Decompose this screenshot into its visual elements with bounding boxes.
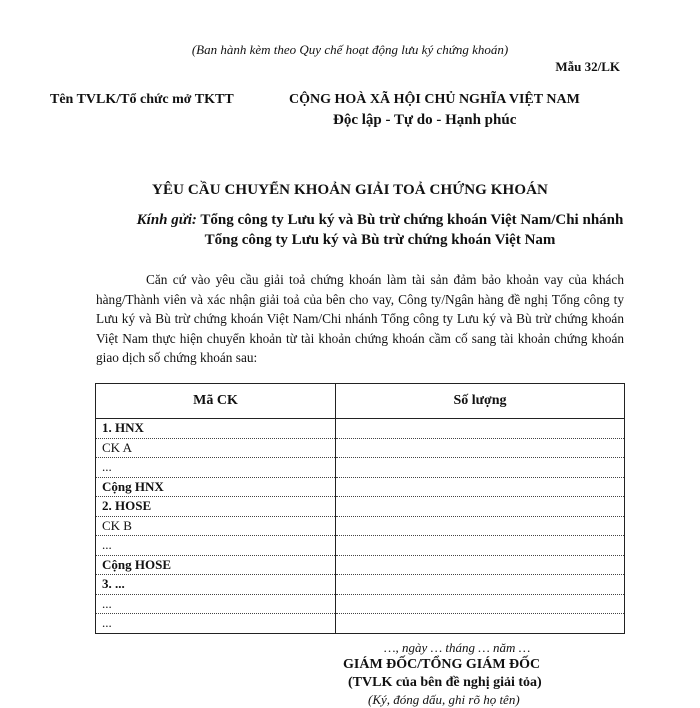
signatory-organization: (TVLK của bên đề nghị giải tỏa) — [348, 675, 542, 690]
ma-ck-cell: 2. HOSE — [96, 497, 336, 517]
ma-ck-cell: CK A — [96, 438, 336, 458]
request-paragraph: Căn cứ vào yêu cầu giải toả chứng khoán làm tài sản đảm bảo khoản vay của khách hàng/Thành viên và xác nhận giải toả của bên cho vay, Công ty/Ngân hàng đề nghị Tổng công ty Lưu ký và Bù trừ chứng khoán Việt Nam/Chi nhánh Tổng công ty Lưu ký và Bù trừ chứng khoán Việt Nam thực hiện chuyển khoản từ tài khoản chứng khoán cầm cố sang tài khoản chứng khoán giao dịch số chứng khoán sau: — [96, 272, 624, 365]
ma-ck-cell: ... — [96, 614, 336, 634]
national-title: CỘNG HOÀ XÃ HỘI CHỦ NGHĨA VIỆT NAM — [289, 92, 580, 107]
column-header-so-luong: Số lượng — [336, 384, 625, 419]
date-line: …, ngày … tháng … năm … — [384, 640, 531, 655]
table-row — [96, 575, 625, 595]
ma-ck-cell: ... — [96, 594, 336, 614]
signatory-role: GIÁM ĐỐC/TỔNG GIÁM ĐỐC — [343, 657, 541, 672]
table-row — [96, 555, 625, 575]
so-luong-cell[interactable] — [336, 575, 625, 595]
securities-table — [95, 383, 625, 634]
table-row — [96, 614, 625, 634]
so-luong-cell[interactable] — [336, 458, 625, 478]
so-luong-cell[interactable] — [336, 594, 625, 614]
national-motto: Độc lập - Tự do - Hạnh phúc — [333, 112, 517, 128]
so-luong-cell[interactable] — [336, 516, 625, 536]
table-row — [96, 594, 625, 614]
table-row — [96, 438, 625, 458]
form-code: Mẫu 32/LK — [555, 59, 620, 74]
so-luong-cell[interactable] — [336, 536, 625, 556]
recipient-label: Kính gửi: — [136, 212, 197, 228]
so-luong-cell[interactable] — [336, 419, 625, 439]
table-row — [96, 477, 625, 497]
regulation-note: (Ban hành kèm theo Quy chế hoạt động lưu ký chứng khoán) — [191, 42, 509, 57]
ma-ck-cell: 3. ... — [96, 575, 336, 595]
so-luong-cell[interactable] — [336, 438, 625, 458]
table-row — [96, 458, 625, 478]
signature-instruction: (Ký, đóng dấu, ghi rõ họ tên) — [368, 692, 520, 707]
table-row — [96, 497, 625, 517]
securities-table-body — [96, 419, 625, 634]
table-row — [96, 536, 625, 556]
ma-ck-cell: Cộng HNX — [96, 477, 336, 497]
ma-ck-cell: ... — [96, 458, 336, 478]
ma-ck-cell: Cộng HOSE — [96, 555, 336, 575]
recipient-text: Tổng công ty Lưu ký và Bù trừ chứng khoán Việt Nam/Chi nhánh Tổng công ty Lưu ký và Bù trừ chứng khoán Việt Nam — [200, 212, 624, 248]
ma-ck-cell: ... — [96, 536, 336, 556]
organization-name-label: Tên TVLK/Tổ chức mở TKTT — [50, 92, 234, 107]
ma-ck-cell: 1. HNX — [96, 419, 336, 439]
table-row — [96, 516, 625, 536]
so-luong-cell[interactable] — [336, 497, 625, 517]
ma-ck-cell: CK B — [96, 516, 336, 536]
table-row — [96, 419, 625, 439]
so-luong-cell[interactable] — [336, 555, 625, 575]
column-header-ma-ck: Mã CK — [96, 384, 336, 419]
so-luong-cell[interactable] — [336, 614, 625, 634]
document-title: YÊU CẦU CHUYỂN KHOẢN GIẢI TOẢ CHỨNG KHOÁN — [152, 182, 548, 198]
recipient-block — [130, 210, 630, 250]
so-luong-cell[interactable] — [336, 477, 625, 497]
